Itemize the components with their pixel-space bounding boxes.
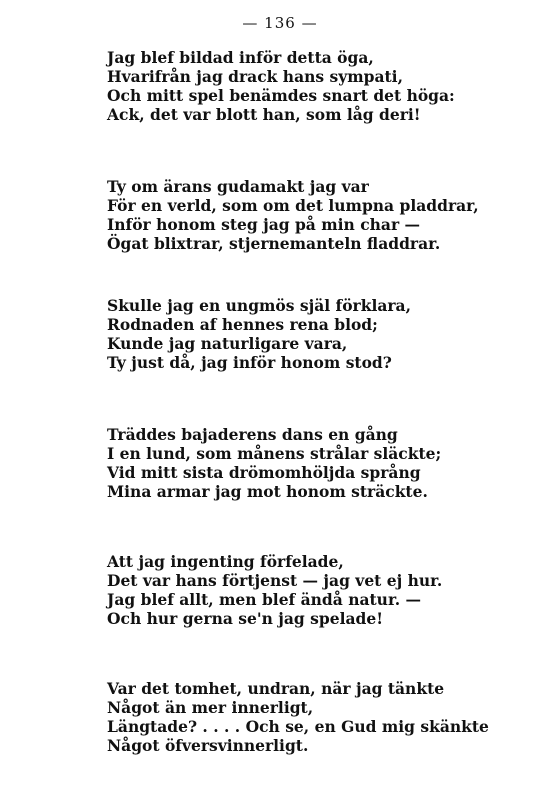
verse-line: Det var hans förtjenst — jag vet ej hur. (107, 571, 443, 590)
verse-line: Ty just då, jag inför honom stod? (107, 353, 392, 372)
verse-line: Jag blef bildad inför detta öga, (107, 48, 374, 67)
verse-line: Ty om ärans gudamakt jag var (107, 177, 369, 196)
verse-line: Ögat blixtrar, stjernemanteln fladdrar. (107, 234, 441, 253)
verse-line: Längtade? . . . . Och se, en Gud mig skänkte (107, 717, 489, 736)
stanza (107, 552, 527, 628)
verse-line: Och mitt spel benämdes snart det höga: (107, 86, 455, 105)
verse-line: Något än mer innerligt, (107, 698, 314, 717)
stanza (107, 48, 527, 124)
stanza (107, 425, 527, 501)
verse-line: Vid mitt sista drömomhöljda språng (107, 463, 421, 482)
verse-line: Hvarifrån jag drack hans sympati, (107, 67, 403, 86)
stanza (107, 296, 527, 372)
verse-line: Jag blef allt, men blef ändå natur. — (107, 590, 421, 609)
verse-line: Var det tomhet, undran, när jag tänkte (107, 679, 445, 698)
verse-line: Att jag ingenting förfelade, (107, 552, 344, 571)
verse-line: Och hur gerna se'n jag spelade! (107, 609, 384, 628)
verse-line: Kunde jag naturligare vara, (107, 334, 348, 353)
verse-line: Ack, det var blott han, som låg deri! (107, 105, 421, 124)
verse-line: Något öfversvinnerligt. (107, 736, 309, 755)
stanza (107, 177, 527, 253)
verse-line: För en verld, som om det lumpna pladdrar, (107, 196, 479, 215)
verse-line: I en lund, som månens strålar släckte; (107, 444, 442, 463)
page-number: — 136 — (242, 14, 318, 32)
verse-line: Inför honom steg jag på min char — (107, 215, 421, 234)
verse-line: Skulle jag en ungmös själ förklara, (107, 296, 411, 315)
verse-line: Rodnaden af hennes rena blod; (107, 315, 378, 334)
verse-line: Träddes bajaderens dans en gång (107, 425, 398, 444)
stanza (107, 679, 527, 755)
verse-line: Mina armar jag mot honom sträckte. (107, 482, 428, 501)
